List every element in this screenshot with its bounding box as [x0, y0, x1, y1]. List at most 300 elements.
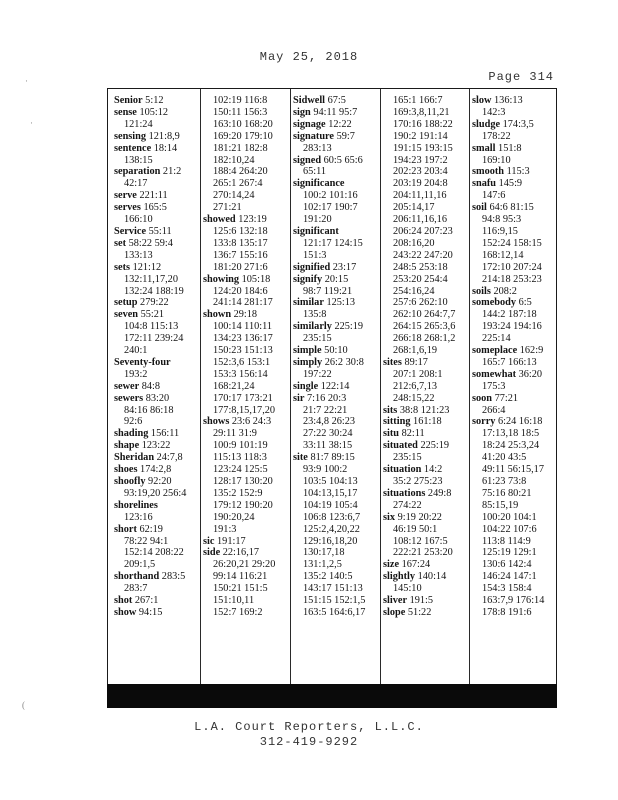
index-refs: 165:5 — [140, 202, 167, 214]
index-refs-continued: 241:14 281:17 — [213, 297, 273, 309]
index-refs-continued: 100:20 104:1 — [482, 511, 537, 523]
scan-speck: · — [25, 76, 28, 86]
index-refs-continued: 214:18 253:23 — [482, 273, 542, 285]
index-refs-continued: 104:19 105:4 — [303, 499, 358, 511]
index-word: shorthand — [114, 571, 160, 583]
index-refs: 105:12 — [136, 106, 169, 118]
index-refs-continued: 115:13 118:3 — [213, 452, 267, 464]
index-entry — [293, 357, 378, 369]
index-word: sense — [114, 106, 137, 118]
index-entry — [114, 202, 199, 214]
index-refs-continued: 134:23 136:17 — [213, 333, 273, 345]
index-refs: 123:19 — [235, 214, 267, 226]
index-refs-continued: 168:12,14 — [482, 249, 524, 261]
index-refs: 24:7,8 — [154, 452, 183, 464]
column-divider — [200, 89, 201, 708]
index-refs-continued: 29:11 31:9 — [213, 428, 257, 440]
index-refs-continued: 188:4 264:20 — [213, 166, 268, 178]
index-entry — [114, 524, 199, 536]
index-entry — [383, 405, 468, 417]
index-entry — [293, 274, 378, 286]
index-entry — [114, 226, 199, 238]
index-entry — [114, 607, 199, 619]
index-entry — [383, 571, 468, 583]
index-refs-continued: 254:16,24 — [393, 285, 435, 297]
index-word: signature — [293, 130, 335, 142]
index-word: somewhat — [472, 368, 517, 380]
index-refs-continued: 103:5 104:13 — [303, 476, 358, 487]
index-word: show — [114, 606, 137, 618]
index-entry — [472, 369, 556, 381]
index-refs: 162:9 — [517, 345, 544, 357]
index-refs-continued: 136:7 155:16 — [213, 249, 268, 261]
index-refs: 51:22 — [405, 606, 432, 618]
index-refs-continued: 130:17,18 — [303, 547, 345, 559]
index-refs-continued: 243:22 247:20 — [393, 249, 453, 261]
index-refs-continued: 235:15 — [393, 452, 422, 464]
index-refs-continued: 135:8 — [303, 309, 327, 321]
index-refs-continued: 108:12 167:5 — [393, 535, 448, 547]
index-refs: 140:14 — [415, 571, 447, 583]
index-entry — [383, 416, 468, 428]
index-entry — [472, 95, 556, 107]
index-refs-continued: 65:11 — [303, 166, 327, 178]
index-refs-continued: 151:10,11 — [213, 595, 255, 607]
index-entry — [114, 452, 199, 464]
index-word: single — [293, 380, 319, 392]
index-entry — [293, 178, 378, 190]
index-entry — [383, 512, 468, 524]
index-entry — [114, 595, 199, 607]
index-refs-continued: 75:16 80:21 — [482, 487, 532, 499]
index-refs-continued: 154:3 158:4 — [482, 583, 532, 595]
index-refs: 67:5 — [325, 95, 346, 106]
index-word: situated — [383, 440, 418, 452]
column-divider — [290, 89, 291, 708]
index-refs-continued: 135:2 140:5 — [303, 571, 353, 583]
index-refs: 92:20 — [145, 476, 172, 487]
index-refs: 267:1 — [132, 595, 159, 607]
index-entry — [293, 321, 378, 333]
index-refs-continued: 181:20 271:6 — [213, 261, 268, 273]
index-refs-continued: 206:24 207:23 — [393, 225, 453, 237]
index-refs: 60:5 65:6 — [321, 154, 363, 166]
index-refs: 121:8,9 — [146, 130, 180, 142]
index-word: six — [383, 511, 396, 523]
index-word: Sheridan — [114, 452, 155, 464]
index-refs-continued: 138:15 — [124, 154, 153, 166]
index-refs-continued: 129:16,18,20 — [303, 535, 358, 547]
index-refs-continued: 121:17 124:15 — [303, 237, 363, 249]
index-column — [114, 95, 199, 690]
index-refs: 21:2 — [160, 166, 182, 178]
index-refs-continued: 135:2 152:9 — [213, 487, 263, 499]
index-refs: 225:19 — [331, 321, 364, 333]
index-refs: 151:8 — [495, 142, 522, 154]
index-entry — [114, 297, 199, 309]
index-refs-continued: 262:10 264:7,7 — [393, 309, 456, 321]
index-entry — [293, 393, 378, 405]
index-refs: 7:16 20:3 — [304, 392, 347, 404]
index-refs-continued: 102:17 190:7 — [303, 202, 358, 214]
index-word: situation — [383, 464, 422, 476]
index-refs: 82:11 — [399, 428, 425, 440]
index-refs-continued: 125:19 129:1 — [482, 547, 537, 559]
index-entry — [114, 464, 199, 476]
index-word: soon — [472, 392, 493, 404]
index-refs-continued: 93:19,20 256:4 — [124, 487, 187, 499]
index-refs-continued: 131:1,2,5 — [303, 559, 342, 571]
index-refs-continued: 152:3,6 153:1 — [213, 356, 271, 368]
index-word: sites — [383, 356, 402, 368]
index-refs-continued: 203:19 204:8 — [393, 178, 448, 190]
index-word: significant — [293, 225, 339, 237]
index-refs: 5:12 — [142, 95, 164, 106]
index-entry — [114, 262, 199, 274]
index-refs: 38:8 121:23 — [397, 404, 450, 416]
index-entry — [472, 286, 556, 298]
index-refs-continued: 265:1 267:4 — [213, 178, 263, 190]
index-refs-continued: 100:14 110:11 — [213, 321, 273, 333]
index-word: showing — [203, 273, 240, 285]
index-refs-continued: 125:6 132:18 — [213, 225, 268, 237]
index-word: signed — [293, 154, 322, 166]
index-word: sic — [203, 535, 215, 547]
index-column — [293, 95, 378, 690]
index-entry — [293, 226, 378, 238]
index-refs-continued: 23:4,8 26:23 — [303, 416, 356, 428]
index-refs: 22:16,17 — [220, 547, 260, 559]
index-refs-continued: 222:21 253:20 — [393, 547, 453, 559]
index-entry — [293, 345, 378, 357]
index-column — [203, 95, 288, 690]
index-refs: 161:18 — [410, 416, 442, 428]
index-word: soils — [472, 285, 491, 297]
index-word: slope — [383, 606, 406, 618]
index-refs-continued: 178:22 — [482, 130, 511, 142]
index-refs: 64:6 81:15 — [486, 202, 534, 214]
index-entry — [114, 357, 199, 369]
index-word: serve — [114, 190, 137, 202]
index-refs-continued: 93:9 100:2 — [303, 464, 348, 476]
index-entry — [383, 357, 468, 369]
index-entry — [472, 393, 556, 405]
index-refs-continued: 150:21 151:5 — [213, 583, 268, 595]
page-number: Page 314 — [488, 70, 554, 84]
index-refs: 14:2 — [421, 464, 443, 476]
index-entry — [293, 297, 378, 309]
index-entry — [472, 119, 556, 131]
index-entry — [203, 547, 288, 559]
index-refs-continued: 113:8 114:9 — [482, 535, 531, 547]
index-refs-continued: 133:8 135:17 — [213, 237, 268, 249]
index-refs: 6:24 16:18 — [495, 416, 543, 428]
index-refs-continued: 177:8,15,17,20 — [213, 404, 276, 416]
index-word: shoofly — [114, 476, 146, 487]
index-refs: 125:13 — [323, 297, 356, 309]
index-refs-continued: 163:10 168:20 — [213, 118, 273, 130]
index-refs: 84:8 — [139, 380, 161, 392]
index-entry — [472, 202, 556, 214]
index-refs-continued: 85:15,19 — [482, 499, 519, 511]
index-entry — [472, 143, 556, 155]
index-refs-continued: 264:15 265:3,6 — [393, 321, 456, 333]
index-refs-continued: 132:24 188:19 — [124, 285, 184, 297]
index-entry — [114, 500, 199, 512]
index-refs-continued: 283:13 — [303, 142, 332, 154]
index-refs-continued: 152:24 158:15 — [482, 237, 542, 249]
index-refs: 62:19 — [136, 523, 163, 535]
index-refs-continued: 190:20,24 — [213, 511, 255, 523]
index-word: soil — [472, 202, 487, 214]
index-refs-continued: 153:3 156:14 — [213, 368, 268, 380]
index-refs: 174:3,5 — [500, 118, 534, 130]
index-word: shows — [203, 416, 230, 428]
index-entry — [472, 297, 556, 309]
index-refs: 136:13 — [491, 95, 523, 106]
index-refs-continued: 128:17 130:20 — [213, 476, 273, 487]
index-refs-continued: 151:3 — [303, 249, 327, 261]
index-word: showed — [203, 214, 236, 226]
index-refs: 18:14 — [151, 142, 178, 154]
index-entry — [114, 238, 199, 250]
reporter-name: L.A. Court Reporters, L.L.C. — [194, 720, 424, 734]
index-entry — [114, 95, 199, 107]
index-refs-continued: 92:6 — [124, 416, 143, 428]
index-entry — [293, 262, 378, 274]
index-refs-continued: 33:11 38:15 — [303, 440, 353, 452]
index-entry — [114, 190, 199, 202]
index-refs: 29:18 — [231, 309, 258, 321]
index-refs-continued: 18:24 25:3,24 — [482, 440, 540, 452]
index-word: sentence — [114, 142, 152, 154]
index-word: sewers — [114, 392, 144, 404]
index-refs-continued: 205:14,17 — [393, 202, 435, 214]
index-word: sludge — [472, 118, 501, 130]
index-refs-continued: 21:7 22:21 — [303, 404, 348, 416]
index-refs-continued: 116:9,15 — [482, 225, 518, 237]
index-word: Seventy-four — [114, 356, 171, 368]
index-entry — [114, 131, 199, 143]
index-refs: 26:2 30:8 — [322, 356, 364, 368]
index-entry — [114, 571, 199, 583]
index-refs: 123:22 — [139, 440, 171, 452]
index-refs: 191:5 — [407, 595, 434, 607]
index-refs-continued: 26:20,21 29:20 — [213, 559, 276, 571]
index-refs-continued: 163:5 164:6,17 — [303, 606, 366, 618]
index-refs-continued: 193:2 — [124, 368, 148, 380]
index-entry — [114, 143, 199, 155]
index-entry — [114, 309, 199, 321]
index-refs-continued: 170:16 188:22 — [393, 118, 453, 130]
index-refs: 36:20 — [516, 368, 543, 380]
index-refs-continued: 208:16,20 — [393, 237, 435, 249]
index-refs-continued: 204:11,11,16 — [393, 190, 447, 202]
index-refs-continued: 191:15 193:15 — [393, 142, 453, 154]
index-word: significance — [293, 178, 345, 190]
index-refs-continued: 172:11 239:24 — [124, 333, 184, 345]
index-refs-continued: 207:1 208:1 — [393, 368, 443, 380]
index-word: sorry — [472, 416, 496, 428]
index-word: separation — [114, 166, 161, 178]
index-refs-continued: 175:3 — [482, 380, 506, 392]
index-refs-continued: 100:2 101:16 — [303, 190, 358, 202]
index-entry — [472, 166, 556, 178]
index-word: sir — [293, 392, 305, 404]
index-refs-continued: 266:18 268:1,2 — [393, 333, 456, 345]
index-entry — [114, 107, 199, 119]
index-refs-continued: 35:2 275:23 — [393, 476, 443, 487]
index-refs-continued: 17:13,18 18:5 — [482, 428, 540, 440]
index-refs-continued: 42:17 — [124, 178, 148, 190]
index-refs-continued: 206:11,16,16 — [393, 214, 447, 226]
index-word: shorelines — [114, 499, 158, 511]
index-refs: 12:22 — [325, 118, 352, 130]
index-refs-continued: 98:7 119:21 — [303, 285, 353, 297]
index-refs-continued: 123:24 125:5 — [213, 464, 268, 476]
index-refs-continued: 270:14,24 — [213, 190, 255, 202]
index-word: situ — [383, 428, 400, 440]
index-entry — [203, 274, 288, 286]
index-refs-continued: 151:15 152:1,5 — [303, 595, 366, 607]
index-refs-continued: 106:8 123:6,7 — [303, 511, 361, 523]
index-refs-continued: 248:15,22 — [393, 392, 435, 404]
index-refs: 191:17 — [214, 535, 246, 547]
index-column — [383, 95, 468, 690]
index-refs-continued: 271:21 — [213, 202, 242, 214]
index-word: set — [114, 237, 127, 249]
index-refs-continued: 182:10,24 — [213, 154, 255, 166]
index-refs: 81:7 89:15 — [307, 452, 355, 464]
index-refs-continued: 225:14 — [482, 333, 511, 345]
index-refs-continued: 41:20 43:5 — [482, 452, 527, 464]
index-word: sets — [114, 261, 131, 273]
index-refs: 279:22 — [137, 297, 169, 309]
index-entry — [203, 214, 288, 226]
index-refs-continued: 194:23 197:2 — [393, 154, 448, 166]
index-entry — [472, 345, 556, 357]
index-refs-continued: 165:1 166:7 — [393, 95, 443, 106]
index-word: shoes — [114, 464, 138, 476]
index-refs-continued: 163:7,9 176:14 — [482, 595, 545, 607]
index-refs-continued: 150:11 156:3 — [213, 106, 268, 118]
index-refs-continued: 165:7 166:13 — [482, 356, 537, 368]
index-word: simple — [293, 345, 322, 357]
index-refs-continued: 146:24 147:1 — [482, 571, 537, 583]
index-refs-continued: 130:6 142:4 — [482, 559, 532, 571]
index-refs: 89:17 — [401, 356, 428, 368]
index-refs: 105:18 — [239, 273, 271, 285]
index-refs: 23:6 24:3 — [229, 416, 272, 428]
index-refs-continued: 257:6 262:10 — [393, 297, 448, 309]
index-refs-continued: 248:5 253:18 — [393, 261, 448, 273]
index-refs-continued: 121:24 — [124, 118, 153, 130]
index-word: serves — [114, 202, 141, 214]
index-entry — [383, 488, 468, 500]
index-entry — [114, 393, 199, 405]
index-refs: 23:17 — [330, 261, 357, 273]
index-word: Service — [114, 225, 147, 237]
index-refs-continued: 133:13 — [124, 249, 153, 261]
index-column — [472, 95, 556, 690]
index-refs-continued: 142:3 — [482, 106, 506, 118]
index-refs: 59:7 — [334, 130, 355, 142]
index-refs-continued: 145:10 — [393, 583, 422, 595]
index-word: situations — [383, 487, 426, 499]
index-refs: 283:5 — [159, 571, 186, 583]
index-entry — [472, 178, 556, 190]
index-word: similar — [293, 297, 324, 309]
index-word: sliver — [383, 595, 408, 607]
reporter-phone: 312-419-9292 — [259, 735, 359, 749]
index-refs: 115:3 — [504, 166, 530, 178]
index-word: Senior — [114, 95, 143, 106]
redaction-bar — [107, 684, 557, 708]
index-word: shading — [114, 428, 149, 440]
index-refs: 225:19 — [417, 440, 450, 452]
index-entry — [114, 428, 199, 440]
index-word: side — [203, 547, 221, 559]
index-refs-continued: 212:6,7,13 — [393, 380, 438, 392]
index-refs: 167:24 — [399, 559, 431, 571]
index-entry — [114, 381, 199, 393]
index-word: somebody — [472, 297, 517, 309]
index-refs: 9:19 20:22 — [395, 511, 442, 523]
index-refs: 221:11 — [136, 190, 168, 202]
index-entry — [114, 166, 199, 178]
index-refs-continued: 253:20 254:4 — [393, 273, 448, 285]
index-entry — [293, 119, 378, 131]
index-refs: 58:22 59:4 — [126, 237, 173, 249]
index-refs-continued: 209:1,5 — [124, 559, 156, 571]
column-divider — [380, 89, 381, 708]
index-refs-continued: 179:12 190:20 — [213, 499, 273, 511]
column-divider — [469, 89, 470, 708]
index-word: similarly — [293, 321, 332, 333]
index-refs: 94:15 — [136, 606, 163, 618]
index-refs: 77:21 — [492, 392, 519, 404]
index-entry — [293, 107, 378, 119]
index-refs-continued: 124:20 184:6 — [213, 285, 268, 297]
index-word: small — [472, 142, 496, 154]
index-refs: 55:21 — [138, 309, 165, 321]
index-refs: 50:10 — [321, 345, 348, 357]
index-entry — [472, 416, 556, 428]
index-refs: 20:15 — [322, 273, 349, 285]
index-refs: 156:11 — [148, 428, 180, 440]
index-word: sits — [383, 404, 398, 416]
index-refs-continued: 102:19 116:8 — [213, 95, 268, 106]
index-refs-continued: 178:8 191:6 — [482, 606, 532, 618]
index-word: shape — [114, 440, 140, 452]
scan-speck: ( — [22, 700, 25, 710]
scan-speck: · — [30, 118, 33, 128]
index-refs-continued: 283:7 — [124, 583, 148, 595]
index-word: someplace — [472, 345, 518, 357]
index-refs-continued: 46:19 50:1 — [393, 523, 438, 535]
index-entry — [383, 428, 468, 440]
index-word: sensing — [114, 130, 147, 142]
index-word: slow — [472, 95, 492, 106]
index-entry — [293, 155, 378, 167]
index-word: Sidwell — [293, 95, 326, 106]
index-refs-continued: 169:10 — [482, 154, 511, 166]
index-entry — [293, 131, 378, 143]
index-word: size — [383, 559, 400, 571]
index-refs-continued: 144:2 187:18 — [482, 309, 537, 321]
index-word: signified — [293, 261, 331, 273]
index-word: smooth — [472, 166, 505, 178]
